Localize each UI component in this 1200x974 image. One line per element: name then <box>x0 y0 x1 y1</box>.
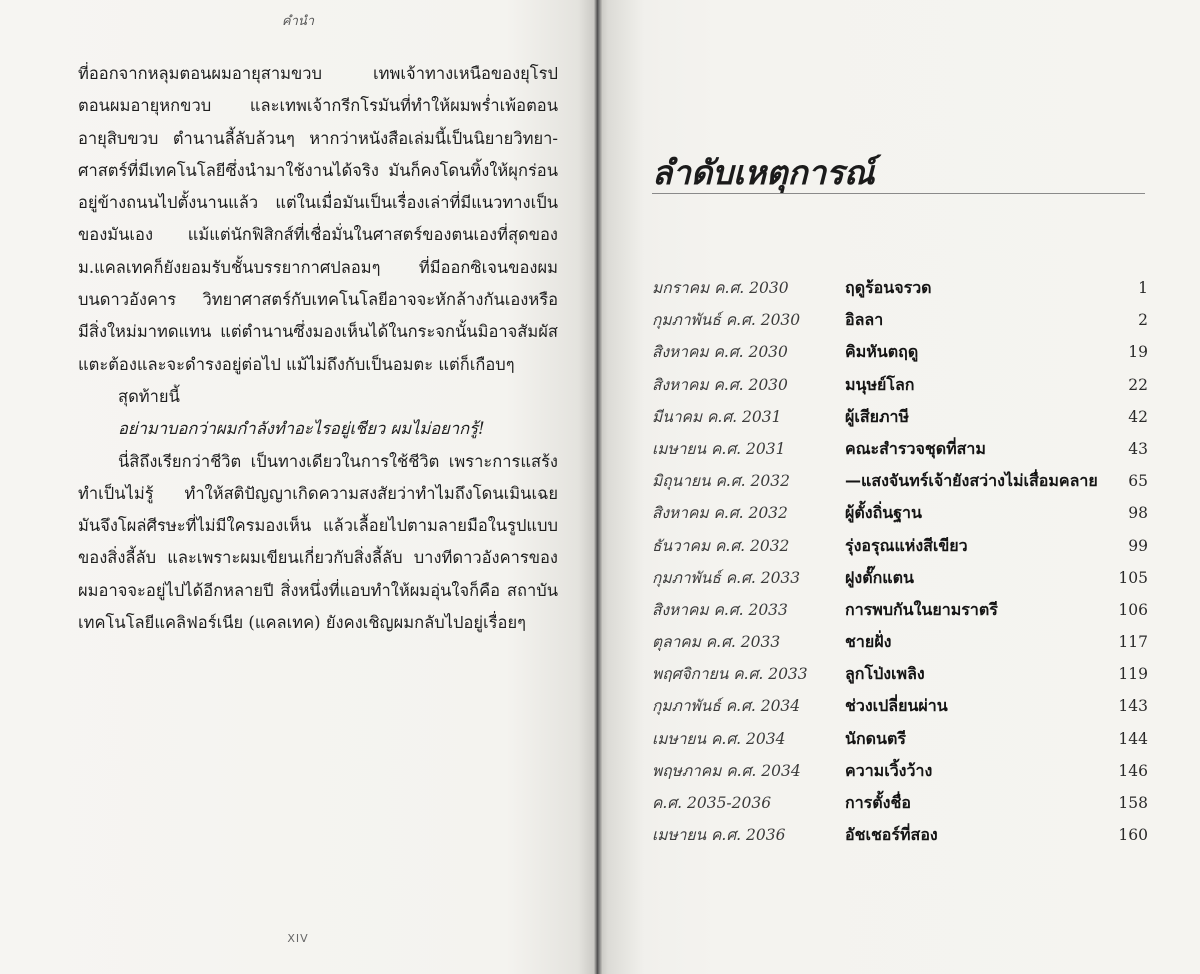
entry-page-number: 146 <box>1118 761 1148 780</box>
entry-page-number: 117 <box>1118 633 1148 652</box>
entry-title: —แสงจันทร์เจ้ายังสว่างไม่เสื่อมคลาย <box>845 471 1098 491</box>
entry-page-number: 158 <box>1118 794 1148 812</box>
chronology-entry <box>652 497 1148 529</box>
chronology-entry <box>652 465 1148 497</box>
text-line: ผมอาจจะอยู่ไปได้อีกหลายปี สิ่งหนึ่งที่แอบทำให้ผมอุ่นใจก็คือ สถาบัน <box>78 580 558 600</box>
chronology-entry <box>652 819 1148 851</box>
entry-date: มิถุนายน ค.ศ. 2032 <box>652 472 790 491</box>
text-line: บนดาวอังคาร วิทยาศาสตร์กับเทคโนโลยีอาจจะหักล้างกันเองหรือ <box>78 290 558 310</box>
chronology-entry <box>652 304 1148 336</box>
entry-date: ตุลาคม ค.ศ. 2033 <box>652 633 781 652</box>
entry-page-number: 105 <box>1118 568 1148 587</box>
text-line: อายุสิบขวบ ตำนานลี้ลับล้วนๆ หากว่าหนังสือเล่มนี้เป็นนิยายวิทยา- <box>78 128 558 148</box>
entry-page-number: 99 <box>1128 536 1148 555</box>
entry-title: ฝูงตั๊กแตน <box>845 567 914 587</box>
title-underline <box>652 193 1145 194</box>
entry-page-number: 65 <box>1128 472 1148 491</box>
entry-title: นักดนตรี <box>845 728 906 748</box>
chronology-entry <box>652 690 1148 722</box>
chronology-entry <box>652 723 1148 755</box>
chronology-entry <box>652 336 1148 368</box>
entry-date: ค.ศ. 2035-2036 <box>652 794 772 812</box>
chronology-entry <box>652 787 1148 819</box>
entry-page-number: 43 <box>1128 439 1148 458</box>
chronology-entry <box>652 594 1148 626</box>
entry-title: ผู้ตั้งถิ่นฐาน <box>845 503 922 523</box>
entry-title: การพบกันในยามราตรี <box>845 599 998 619</box>
chronology-entry <box>652 562 1148 594</box>
entry-page-number: 1 <box>1138 279 1148 297</box>
text-line: ม.แคลเทคก็ยังยอมรับชั้นบรรยากาศปลอมๆ ที่มีออกซิเจนของผม <box>78 257 558 277</box>
text-line: ทำเป็นไม่รู้ ทำให้สติปัญญาเกิดความสงสัยว่าทำไมถึงโดนเมินเฉย <box>78 483 558 503</box>
entry-title: การตั้งชื่อ <box>845 793 911 812</box>
running-head: คำนำ <box>281 14 315 29</box>
entry-date: พฤษภาคม ค.ศ. 2034 <box>652 761 801 780</box>
entry-date: ธันวาคม ค.ศ. 2032 <box>652 536 790 555</box>
text-line: แตะต้องและจะดำรงอยู่ต่อไป แม้ไม่ถึงกับเป็นอมตะ แต่ก็เกือบๆ <box>78 354 515 374</box>
entry-title: ความเวิ้งว้าง <box>845 760 933 780</box>
entry-title: ผู้เสียภาษี <box>845 406 910 426</box>
text-line: เทคโนโลยีแคลิฟอร์เนีย (แคลเทค) ยังคงเชิญผมกลับไปอยู่เรื่อยๆ <box>78 613 526 633</box>
entry-title: คิมหันตฤดู <box>845 342 919 362</box>
entry-title: ชายฝั่ง <box>845 632 892 652</box>
book-gutter <box>594 0 602 974</box>
chronology-entry <box>652 658 1148 690</box>
entry-date: สิงหาคม ค.ศ. 2030 <box>652 343 788 362</box>
text-line: มีสิ่งใหม่มาทดแทน แต่ตำนานซึ่งมองเห็นได้ในกระจกนั้นมิอาจสัมผัส <box>78 322 558 342</box>
entry-title: ลูกโป่งเพลิง <box>845 664 925 684</box>
entry-page-number: 98 <box>1128 504 1148 523</box>
entry-date: กุมภาพันธ์ ค.ศ. 2030 <box>652 311 801 330</box>
chronology-entry <box>652 433 1148 465</box>
entry-title: ช่วงเปลี่ยนผ่าน <box>845 696 948 716</box>
text-line: ของสิ่งลี้ลับ และเพราะผมเขียนเกี่ยวกับสิ่งลี้ลับ บางทีดาวอังคารของ <box>78 548 558 568</box>
entry-date: พฤศจิกายน ค.ศ. 2033 <box>652 665 808 684</box>
text-line: ที่ออกจากหลุมตอนผมอายุสามขวบ เทพเจ้าทางเหนือของยุโรป <box>78 64 558 83</box>
entry-title: ฤดูร้อนจรวด <box>845 278 932 297</box>
text-line: นี่สิถึงเรียกว่าชีวิต เป็นทางเดียวในการใช้ชีวิต เพราะการแสร้ง <box>118 451 558 471</box>
entry-page-number: 2 <box>1138 311 1148 330</box>
text-line: อย่ามาบอกว่าผมกำลังทำอะไรอยู่เชียว ผมไม่อยากรู้! <box>118 419 485 439</box>
entry-page-number: 19 <box>1128 343 1148 362</box>
text-line: สุดท้ายนี้ <box>118 386 180 406</box>
chronology-title: ลำดับเหตุการณ์ <box>652 153 875 192</box>
entry-title: มนุษย์โลก <box>845 374 915 394</box>
entry-page-number: 160 <box>1118 826 1148 845</box>
chronology-entry <box>652 755 1148 787</box>
entry-page-number: 42 <box>1128 407 1148 426</box>
entry-page-number: 119 <box>1118 665 1148 684</box>
entry-date: สิงหาคม ค.ศ. 2032 <box>652 504 788 523</box>
entry-date: สิงหาคม ค.ศ. 2033 <box>652 600 788 619</box>
entry-date: กุมภาพันธ์ ค.ศ. 2034 <box>652 697 801 716</box>
page-number: XIV <box>287 932 309 945</box>
text-line: ตอนผมอายุหกขวบ และเทพเจ้ากรีกโรมันที่ทำให้ผมพร่ำเพ้อตอน <box>78 96 558 116</box>
chronology-entry <box>652 369 1148 401</box>
chronology-entry <box>652 530 1148 562</box>
chronology-list <box>652 272 1148 851</box>
entry-date: เมษายน ค.ศ. 2031 <box>652 439 786 458</box>
entry-title: อิลลา <box>845 310 884 330</box>
chronology-entry <box>652 272 1148 304</box>
entry-page-number: 106 <box>1118 600 1148 619</box>
entry-date: มีนาคม ค.ศ. 2031 <box>652 407 782 426</box>
text-line: ศาสตร์ที่มีเทคโนโลยีซึ่งนำมาใช้งานได้จริง มันก็คงโดนทิ้งให้ผุกร่อน <box>78 160 558 180</box>
entry-date: สิงหาคม ค.ศ. 2030 <box>652 375 788 394</box>
entry-page-number: 143 <box>1118 697 1148 716</box>
entry-title: รุ่งอรุณแห่งสีเขียว <box>845 535 968 555</box>
text-line: อยู่ข้างถนนไปตั้งนานแล้ว แต่ในเมื่อมันเป็นเรื่องเล่าที่มีแนวทางเป็น <box>78 193 558 213</box>
entry-page-number: 144 <box>1118 729 1148 748</box>
text-line: ของมันเอง แม้แต่นักฟิสิกส์ที่เชื่อมั่นในศาสตร์ของตนเองที่สุดของ <box>78 225 558 245</box>
chronology-entry <box>652 401 1148 433</box>
entry-date: กุมภาพันธ์ ค.ศ. 2033 <box>652 568 801 587</box>
chronology-entry <box>652 626 1148 658</box>
entry-date: เมษายน ค.ศ. 2036 <box>652 826 786 845</box>
text-line: มันจึงโผล่ศีรษะที่ไม่มีใครมองเห็น แล้วเลื้อยไปตามลายมือในรูปแบบ <box>78 516 558 536</box>
entry-page-number: 22 <box>1128 375 1148 394</box>
entry-title: อัชเชอร์ที่สอง <box>845 825 938 845</box>
entry-date: เมษายน ค.ศ. 2034 <box>652 729 786 748</box>
preface-body-text <box>78 58 558 639</box>
entry-title: คณะสำรวจชุดที่สาม <box>845 438 986 458</box>
left-page <box>0 0 596 974</box>
entry-date: มกราคม ค.ศ. 2030 <box>652 279 789 297</box>
